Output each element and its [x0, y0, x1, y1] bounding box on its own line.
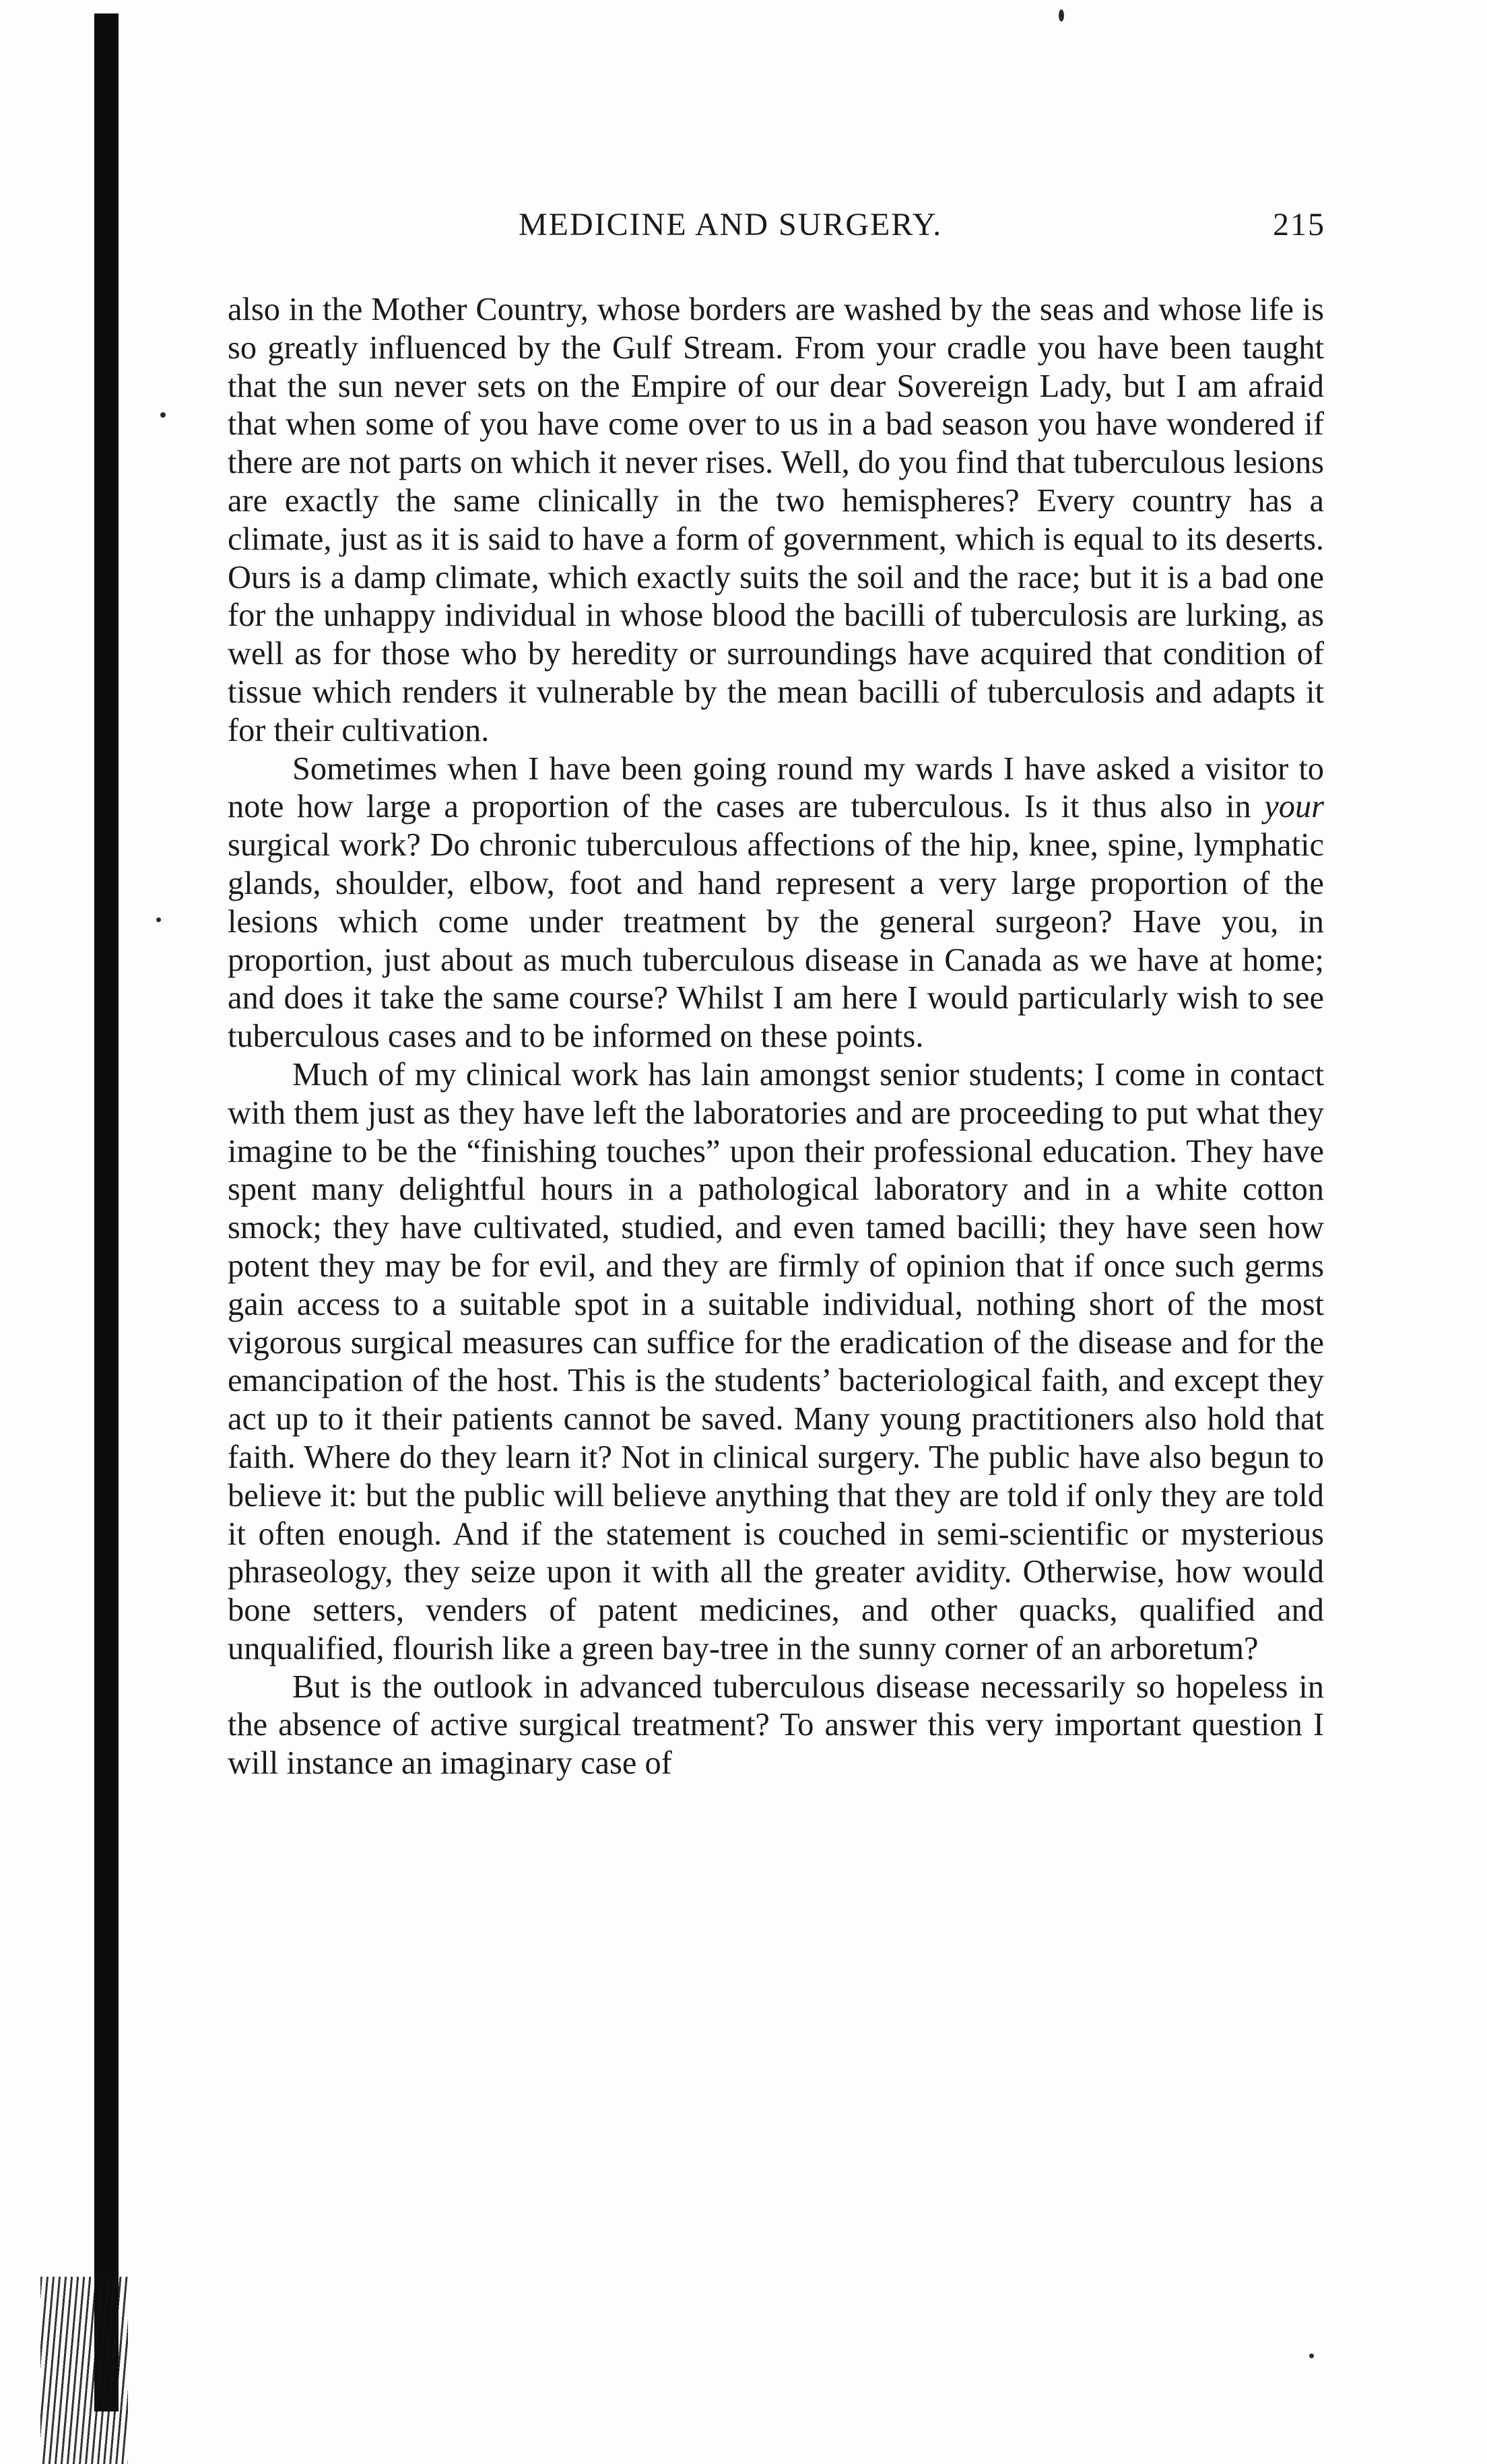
- page-speck: [1309, 2354, 1314, 2358]
- page-speck: [160, 412, 166, 418]
- page-body: [228, 291, 1324, 1783]
- paragraph-students: Much of my clinical work has lain amongst senior students; I come in contact with them just as they have left the laboratories and are proceeding to put what they imagine to be the “finishing touches” upon their professional education. They have spent many delightful hours in a pathological laboratory and in a white cotton smock; they have cultivated, studied, and even tamed bacilli; they have seen how potent they may be for evil, and they are firmly of opinion that if once such germs gain access to a suitable spot in a suitable individual, nothing short of the most vigorous surgical measures can suffice for the eradication of the disease and for the emancipation of the host. This is the students’ bacteriological faith, and except they act up to it their patients cannot be saved. Many young practitioners also hold that faith. Where do they learn it? Not in clinical surgery. The public have also begun to believe it: but the public will believe anything that they are told if only they are told it often enough. And if the statement is couched in semi-scientific or mysterious phraseology, they seize upon it with all the greater avidity. Otherwise, how would bone setters, venders of patent medicines, and other quacks, qualified and unqualified, flourish like a green bay-tree in the sunny corner of an arboretum?: [228, 1056, 1324, 1666]
- page-number: 215: [1273, 206, 1325, 242]
- page-speck: [156, 917, 161, 922]
- paragraph-text: Sometimes when I have been going round my wards I have asked a visitor to note how large a proportion of the cases are tuberculous. Is it thus also in: [228, 750, 1324, 825]
- paragraph-wards: [228, 750, 1324, 1056]
- paragraph-text: surgical work? Do chronic tuberculous affections of the hip, knee, spine, lymphatic glands, shoulder, elbow, foot and hand represent a very large proportion of the lesions which come under treatment by the general surgeon? Have you, in proportion, just about as much tuberculous disease in Canada as we have at home; and does it take the same course? Whilst I am here I would particularly wish to see tuberculous cases and to be informed on these points.: [228, 827, 1324, 1055]
- emphasis-text: your: [1264, 789, 1324, 825]
- book-binding-gutter: [94, 13, 119, 2411]
- paragraph-outlook: But is the outlook in advanced tuberculous disease necessarily so hopeless in the absence of active surgical treatment? To answer this very important question I will instance an imaginary case of: [228, 1668, 1324, 1782]
- paragraph-continuation: also in the Mother Country, whose borders are washed by the seas and whose life is so greatly influenced by the Gulf Stream. From your cradle you have been taught that the sun never sets on the Empire of our dear Sovereign Lady, but I am afraid that when some of you have come over to us in a bad season you have wondered if there are not parts on which it never rises. Well, do you find that tuberculous lesions are exactly the same clinically in the two hemispheres? Every country has a climate, just as it is said to have a form of government, which is equal to its deserts. Ours is a damp climate, which exactly suits the soil and the race; but it is a bad one for the unhappy individual in whose blood the bacilli of tuberculosis are lurking, as well as for those who by heredity or surroundings have acquired that condition of tissue which renders it vulnerable by the mean bacilli of tuberculosis and adapts it for their cultivation.: [228, 292, 1325, 748]
- binding-edge-shadow: [40, 2277, 128, 2464]
- running-header: [519, 201, 1325, 248]
- page-speck: [1059, 9, 1064, 22]
- running-title: MEDICINE AND SURGERY.: [519, 206, 943, 242]
